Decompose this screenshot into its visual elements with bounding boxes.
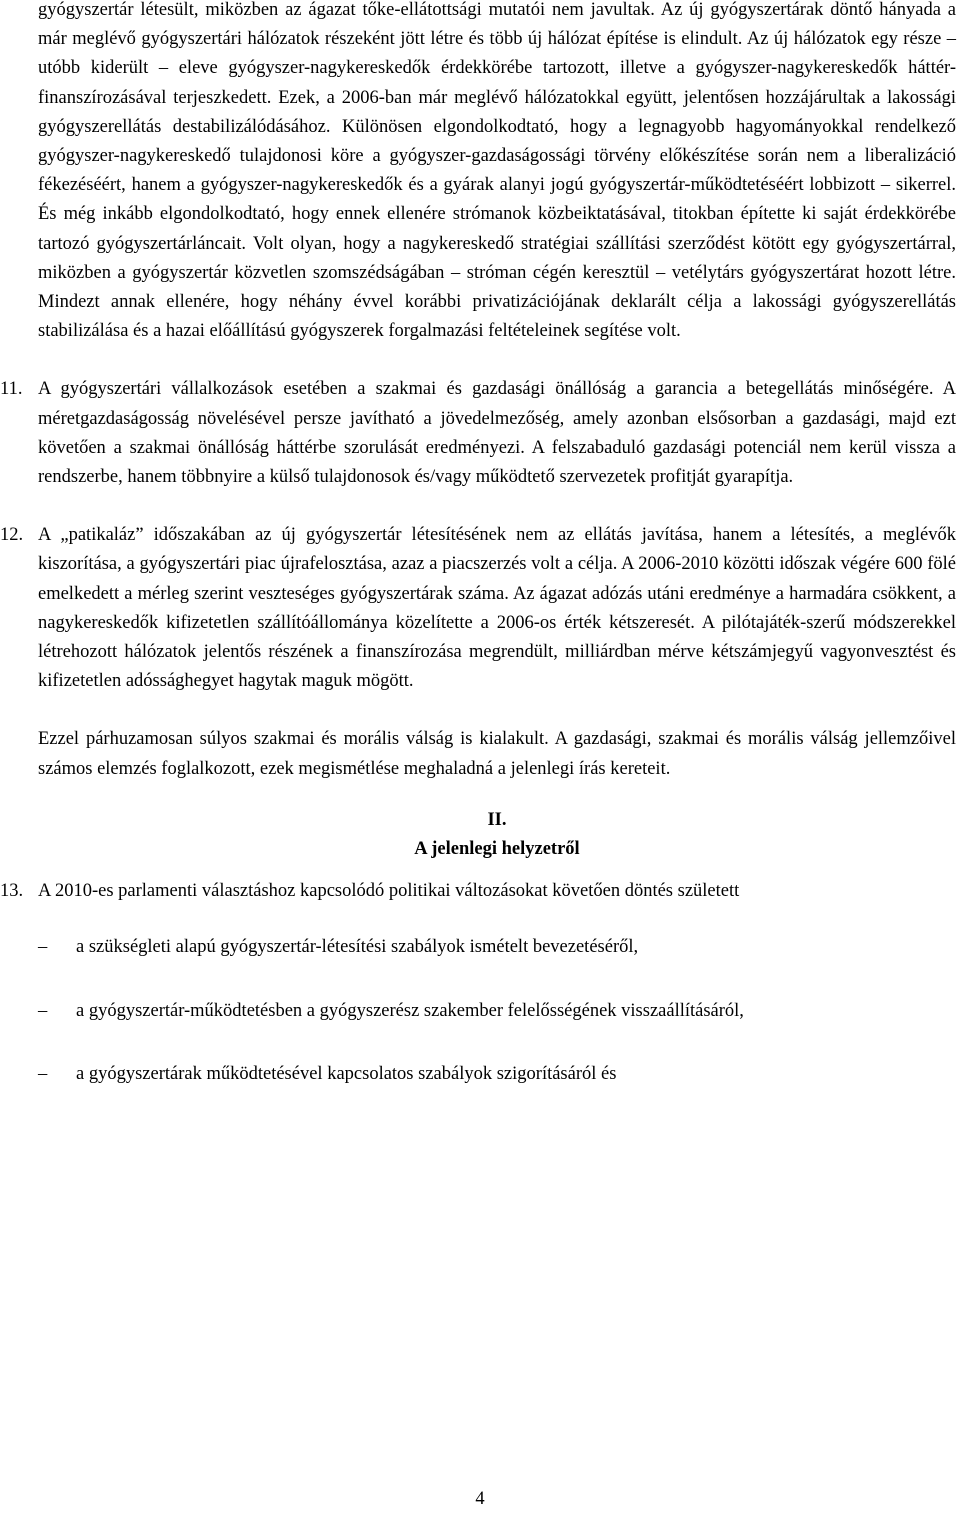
section-title: A jelenlegi helyzetről	[414, 839, 580, 860]
list-item	[38, 933, 956, 962]
section-heading	[38, 806, 956, 864]
paragraph-12-continued: Ezzel párhuzamosan súlyos szakmai és morális válság is kialakult. A gazdasági, szakmai és morális válság jellemzőivel számos elemzés foglalkozott, ezek megismétlése meghaladná a jelenlegi írás kereteit.	[38, 729, 956, 779]
list-item-text: a gyógyszertárak működtetésével kapcsolatos szabályok szigorításáról és	[76, 1063, 617, 1084]
list-dash: –	[38, 937, 48, 958]
page-number: 4	[475, 1489, 485, 1509]
numbered-paragraph-12	[0, 521, 956, 696]
list-dash: –	[38, 1063, 48, 1084]
numbered-paragraph-13	[0, 877, 956, 906]
paragraph-intro: gyógyszertár létesült, miközben az ágazat tőke-ellátottsági mutatói nem javultak. Az új gyógyszertárak döntő hányada a már meglévő gyógyszertári hálózatok részeként jött létre és több új hálózat építése is elindult. Az új hálózatok egy része – utóbb kiderült – eleve gyógyszer-nagykereskedők érdekkörébe tartozott, illetve a gyógyszer-nagykereskedők háttér-finanszírozásával terjeszkedett. Ezek, a 2006-ban már meglévő hálózatokkal együtt, jelentősen hozzájárultak a lakossági gyógyszerellátás destabilizálódásához. Különösen elgondolkodtató, hogy a legnagyobb hagyományokkal rendelkező gyógyszer-nagykereskedő tulajdonosi köre a gyógyszer-gazdaságossági törvény előkészítése során nem a liberalizáció fékezéséért, hanem a gyógyszer-nagykereskedők és a gyárak alanyi jogú gyógyszertár-működtetéséért lobbizott – sikerrel. És még inkább elgondolkodtató, hogy ennek ellenére strómanok közbeiktatásával, titokban építette ki saját érdekkörébe tartozó gyógyszertárláncait. Volt olyan, hogy a nagykereskedő stratégiai szállítási szerződést kötött egy gyógyszertárral, miközben a gyógyszertár közvetlen szomszédságában – stróman cégén keresztül – vetélytárs gyógyszertárat hozott létre. Mindezt annak ellenére, hogy néhány évvel korábbi privatizációjának deklarált célja a lakossági gyógyszerellátás stabilizálása és a hazai előállítású gyógyszerek forgalmazási feltételeinek segítése volt.	[38, 0, 956, 342]
section-numeral: II.	[487, 809, 507, 830]
paragraph-number: 13.	[0, 881, 24, 902]
paragraph-number: 12.	[0, 525, 24, 546]
paragraph-number: 11.	[0, 379, 23, 400]
paragraph-text: A gyógyszertári vállalkozások esetében a szakmai és gazdasági önállóság a garancia a betegellátás minőségére. A méretgazdaságosság növelésével persze javítható a jövedelmezőség, amely azonban elsősorban a gazdasági, majd ezt követően a szakmai önállóság háttérbe szorulását eredményezi. A felszabaduló gazdasági potenciál nem kerül vissza a rendszerbe, hanem többnyire a külső tulajdonosok és/vagy működtető szervezetek profitját gyarapítja.	[38, 379, 956, 488]
list-dash: –	[38, 1000, 48, 1021]
paragraph-text: A „patikaláz” időszakában az új gyógyszertár létesítésének nem az ellátás javítása, hanem a létesítés, a meglévők kiszorítása, a gyógyszertári piac újrafelosztása, azaz a piacszerzés volt a célja. A 2006-2010 közötti időszak végére 600 fölé emelkedett a mérleg szerint veszteséges gyógyszertárak száma. Az ágazat adózás utáni eredménye a harmadára csökkent, a nagykereskedők kifizetetlen szállítóállománya közelítette a 2006-os érték kétszeresét. A pilótajáték-szerű módszerekkel létrehozott hálózatok jelentős részének a finanszírozása megrendült, milliárdban mérve kétszámjegyű vagyonvesztést és kifizetetlen adóssághegyet hagytak maguk mögött.	[38, 525, 956, 692]
paragraph-text: A 2010-es parlamenti választáshoz kapcsolódó politikai változásokat követően döntés született	[38, 881, 740, 902]
list-item-text: a szükségleti alapú gyógyszertár-létesítési szabályok ismételt bevezetéséről,	[76, 937, 639, 958]
list-item	[38, 1060, 956, 1089]
list-item-text: a gyógyszertár-működtetésben a gyógyszerész szakember felelősségének visszaállításáról,	[76, 1000, 744, 1021]
numbered-paragraph-11	[0, 375, 956, 492]
list-item	[38, 997, 956, 1026]
